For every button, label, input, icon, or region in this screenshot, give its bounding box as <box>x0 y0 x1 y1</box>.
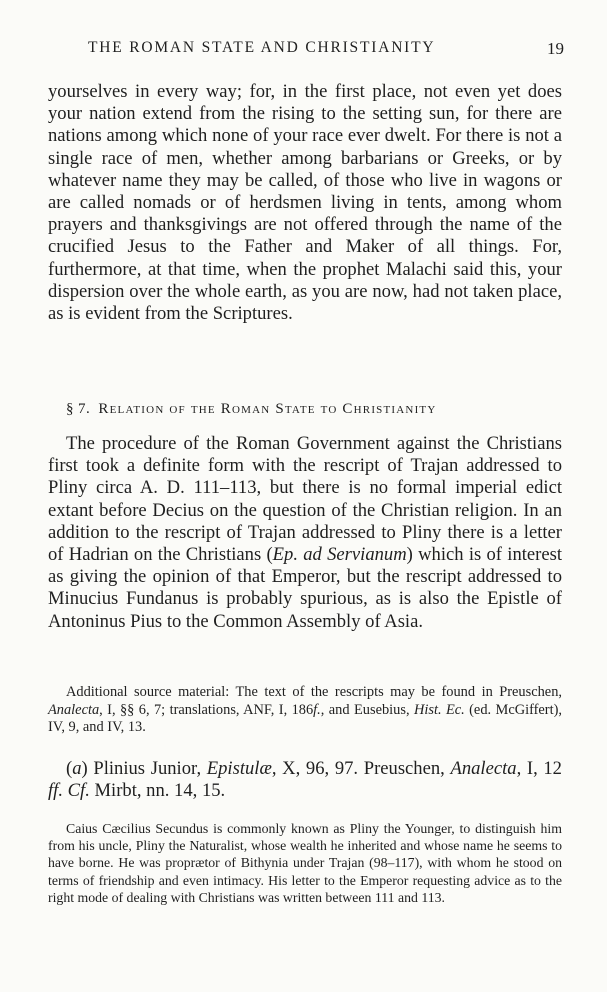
section-number: § 7. <box>66 401 91 417</box>
pliny-text: Caius Cæcilius Secundus is commonly known as Pliny the Younger, to distinguish him from his uncle, Pliny the Naturalist, whose wealth he inherited and whose name he seems to have borne. He was proprætor of Bithynia under Trajan (98–117), with whom he stood on terms of friendship and even intimacy. His letter to the Emperor requesting advice as to the right mode of dealing with Christians was written between 111 and 113. <box>48 821 562 905</box>
note-italic-3: Hist. Ec. <box>413 701 465 718</box>
paragraph-text: yourselves in every way; for, in the first place, not even yet does your nation extend from the rising to the setting sun, for there are nations among which none of your race ever dwelt. For there is not a single race of men, whether among barbarians or Greeks, or by whatever name they may be called, of those who live in wagons or are called nomads or of herdsmen living in tents, among whom prayers and thanksgivings are not offered through the name of the crucified Jesus to the Father and Maker of all things. For, furthermore, at that time, when the prophet Malachi said this, your dispersion over the whole earth, as you are now, had not taken place, as is evident from the Scriptures. <box>48 81 562 325</box>
subsection-heading: (a) Plinius Junior, Epistulæ, X, 96, 97. Preuschen, Analecta, I, 12 ff. Cf. Mirbt, nn. 14, 15. <box>48 758 562 802</box>
running-header <box>48 39 564 61</box>
note-text-1: Additional source material: The text of the rescripts may be found in Preuschen, <box>66 684 562 700</box>
intro-italic-title: Ep. ad Servianum <box>272 544 407 566</box>
section-heading <box>66 401 566 418</box>
note-italic-1: Analecta <box>48 701 100 718</box>
note-text-2: , I, §§ 6, 7; translations, ANF, I, 186 <box>99 701 314 718</box>
intro-text-2: ) which is of interest as giving the opinion of that Emperor, but the rescript addressed to Minucius Fundanus is probably spurious, as is also the Epistle of Antoninus Pius to the Common Assembly of Asia. <box>48 544 563 632</box>
continued-paragraph <box>48 81 562 325</box>
subsection-label: a <box>72 758 82 779</box>
note-text-4: (ed. McGiffert), IV, 9, and IV, 13. <box>48 701 562 735</box>
pliny-introduction <box>48 820 562 906</box>
section-title: Relation of the Roman State to Christianity <box>98 401 437 417</box>
source-note <box>48 684 562 737</box>
note-text-3: , and Eusebius, <box>320 701 414 718</box>
page-number: 19 <box>547 39 564 58</box>
note-italic-2: f. <box>313 701 321 718</box>
running-title: THE ROMAN STATE AND CHRISTIANITY <box>88 39 436 56</box>
section-intro-paragraph <box>48 433 562 633</box>
intro-text-1: The procedure of the Roman Government against the Christians first took a definite form with the rescript of Trajan addressed to Pliny circa A. D. 111–113, but there is no formal imperial edict extant before Decius on the question of the Christian religion. In an addition to the rescript of Trajan addressed to Pliny there is a letter of Hadrian on the Christians ( <box>48 433 562 566</box>
